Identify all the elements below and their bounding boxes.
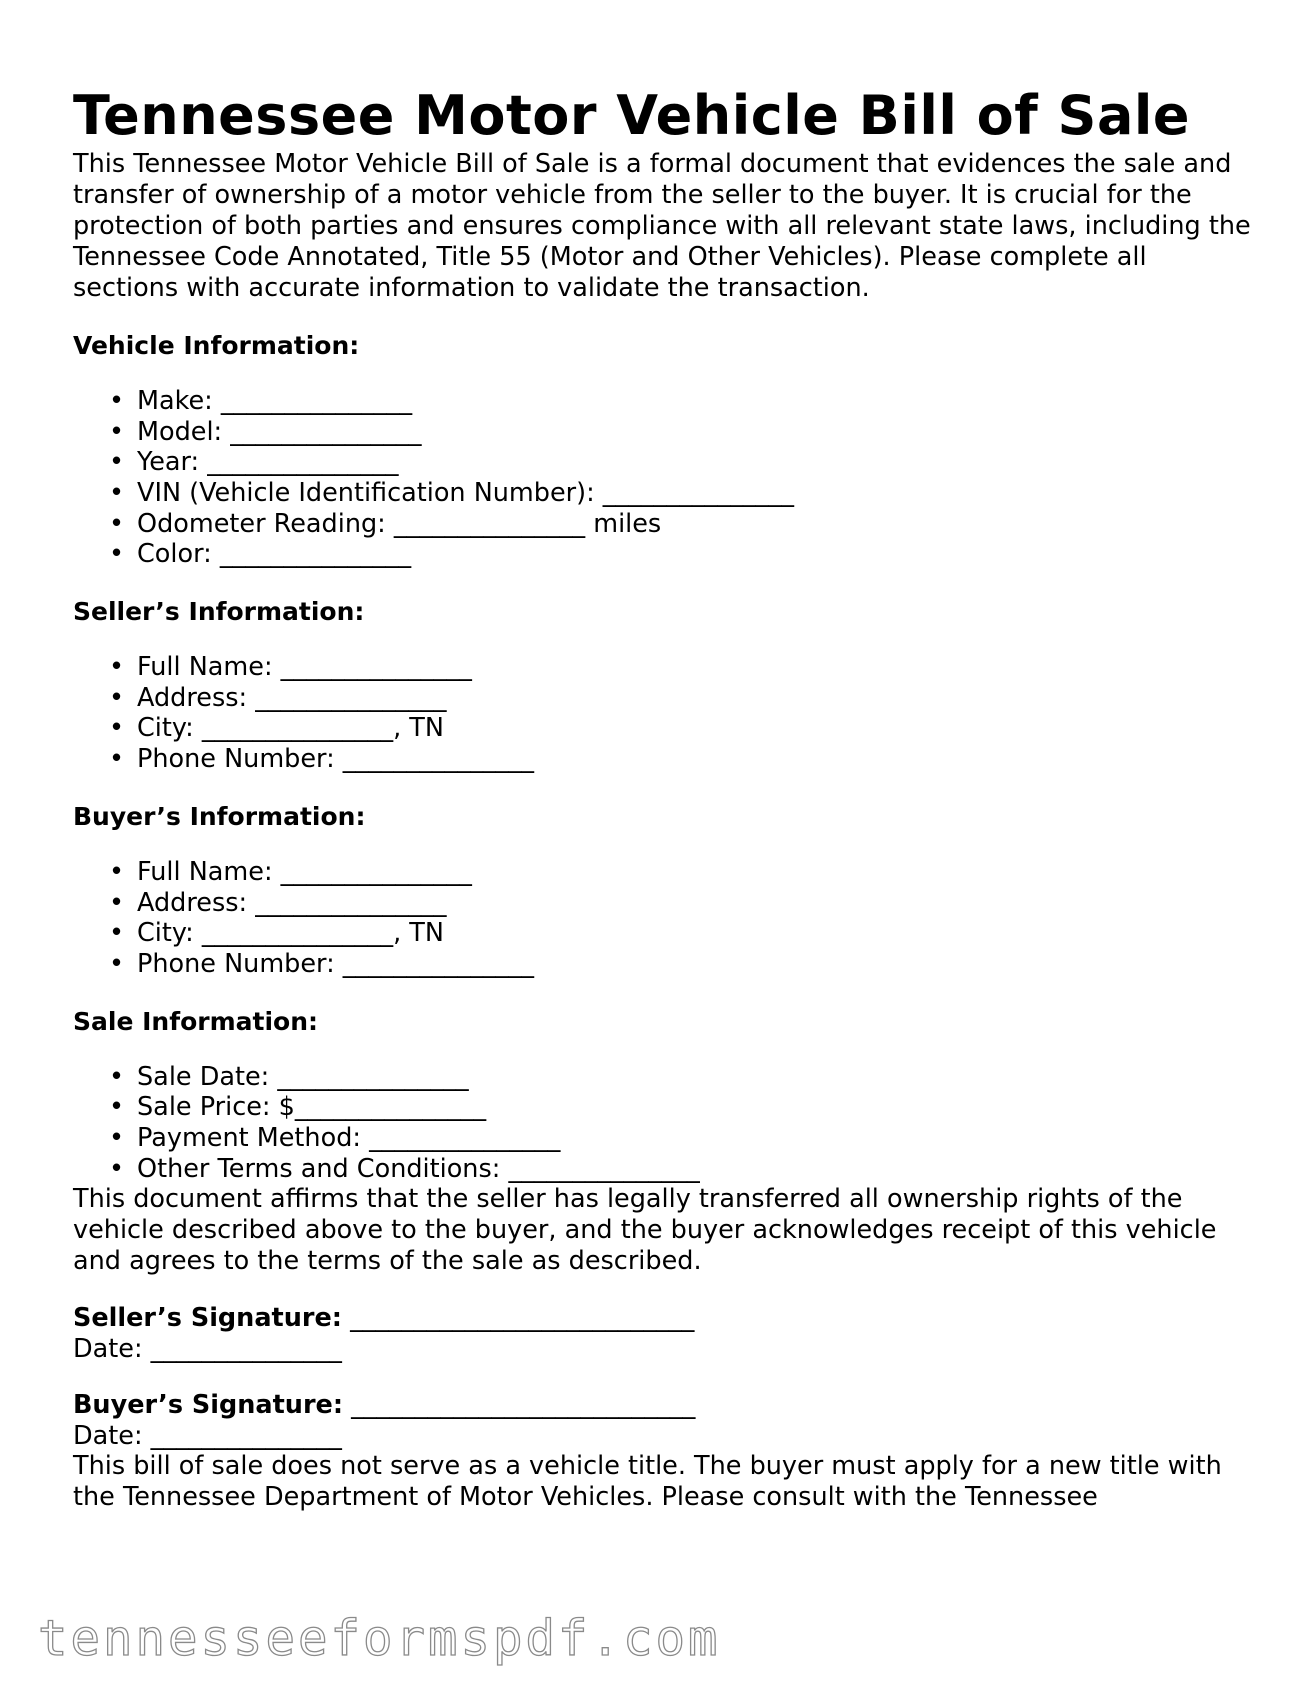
vehicle-info-list [73, 386, 1253, 570]
buyer-signature-line: ___________________________ [351, 1390, 696, 1421]
buyer-signature-block [73, 1390, 1253, 1451]
seller-signature-block [73, 1303, 1253, 1364]
seller-info-list [73, 652, 1253, 775]
list-item: • Make: _______________ [73, 386, 1253, 417]
list-item: • Address: _______________ [73, 888, 1253, 919]
list-item: • VIN (Vehicle Identification Number): _______________ [73, 478, 1253, 509]
buyer-info-heading: Buyer’s Information: [73, 801, 366, 831]
list-item: • Full Name: _______________ [73, 857, 1253, 888]
page-title: Tennessee Motor Vehicle Bill of Sale [73, 84, 1191, 147]
list-item: • Model: _______________ [73, 417, 1253, 448]
list-item: • Phone Number: _______________ [73, 949, 1253, 980]
closing-paragraph: This bill of sale does not serve as a vehicle title. The buyer must apply for a new title with the Tennessee Department of Motor Vehicles. Please consult with the Tennessee [73, 1451, 1222, 1513]
sale-info-list [73, 1062, 1253, 1185]
list-item: • Phone Number: _______________ [73, 744, 1253, 775]
list-item: • Sale Price: $_______________ [73, 1092, 1253, 1123]
seller-info-heading: Seller’s Information: [73, 597, 365, 627]
list-item: • Year: _______________ [73, 447, 1253, 478]
list-item: • Payment Method: _______________ [73, 1123, 1253, 1154]
list-item: • City: _______________, TN [73, 713, 1253, 744]
buyer-date-line: Date: _______________ [73, 1420, 342, 1451]
watermark-text: tennesseeformspdf.com [38, 1610, 721, 1667]
list-item: • Full Name: _______________ [73, 652, 1253, 683]
document-page [73, 84, 1253, 1513]
list-item: • Sale Date: _______________ [73, 1062, 1253, 1093]
list-item: • Color: _______________ [73, 539, 1253, 570]
list-item: • City: _______________, TN [73, 918, 1253, 949]
buyer-signature-label: Buyer’s Signature: [73, 1390, 344, 1421]
buyer-info-list [73, 857, 1253, 980]
list-item: • Address: _______________ [73, 683, 1253, 714]
list-item: • Other Terms and Conditions: _______________ [73, 1154, 1253, 1185]
vehicle-info-heading: Vehicle Information: [73, 330, 360, 360]
sale-info-heading: Sale Information: [73, 1006, 318, 1036]
seller-date-line: Date: _______________ [73, 1333, 342, 1364]
list-item: • Odometer Reading: _______________ miles [73, 509, 1253, 540]
seller-signature-line: ___________________________ [350, 1303, 695, 1334]
affirmation-paragraph: This document affirms that the seller has legally transferred all ownership rights of the vehicle described above to the buyer, and the buyer acknowledges receipt of this vehicle and agrees to the terms of the sale as described. [73, 1184, 1217, 1277]
intro-paragraph: This Tennessee Motor Vehicle Bill of Sale is a formal document that evidences the sale and transfer of ownership of a motor vehicle from the seller to the buyer. It is crucial for the protection of both parties and ensures compliance with all relevant state laws, including the Tennessee Code Annotated, Title 55 (Motor and Other Vehicles). Please complete all sections with accurate information to validate the transaction. [73, 148, 1251, 303]
seller-signature-label: Seller’s Signature: [73, 1303, 342, 1334]
